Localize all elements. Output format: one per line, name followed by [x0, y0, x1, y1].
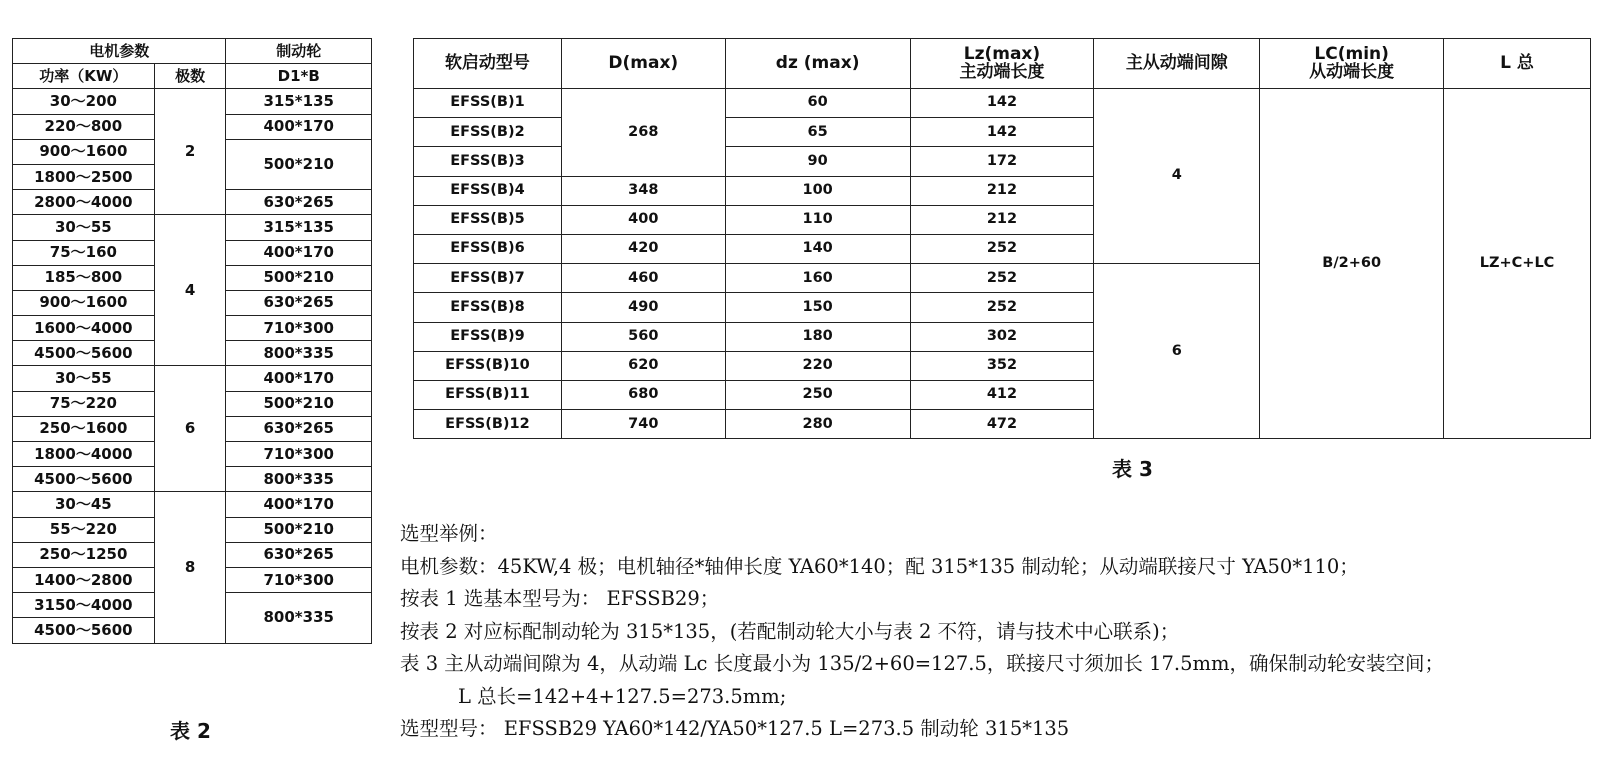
- model-cell: EFSS(B)7: [414, 264, 562, 293]
- power-cell: 75～220: [13, 391, 155, 416]
- lc-min-cell: B/2+60: [1260, 89, 1444, 439]
- power-cell: 1400～2800: [13, 567, 155, 592]
- table-subheader-row: [13, 64, 372, 89]
- soft-start-model-table: [413, 38, 1591, 439]
- example-motor-params: 电机参数：45KW,4 极；电机轴径*轴伸长度 YA60*140；配 315*135 制动轮；从动端联接尺寸 YA50*110；: [400, 554, 1359, 578]
- example-step-table2: 按表 2 对应标配制动轮为 315*135，(若配制动轮大小与表 2 不符，请与技术中心联系)；: [400, 619, 1180, 643]
- lc-min-header: [1260, 39, 1444, 89]
- power-cell: 1600～4000: [13, 316, 155, 341]
- d-max-cell: 460: [561, 264, 725, 293]
- l-total-cell: LZ+C+LC: [1444, 89, 1591, 439]
- wheel-cell: 500*210: [226, 265, 372, 290]
- model-cell: EFSS(B)1: [414, 89, 562, 118]
- wheel-cell: 710*300: [226, 316, 372, 341]
- power-header: 功率（KW）: [13, 64, 155, 89]
- power-cell: 30～55: [13, 215, 155, 240]
- d-max-cell: 740: [561, 410, 725, 439]
- lz-cell: 212: [910, 176, 1094, 205]
- power-cell: 185～800: [13, 265, 155, 290]
- d-max-cell: 560: [561, 322, 725, 351]
- dz-cell: 220: [725, 351, 910, 380]
- dz-cell: 65: [725, 118, 910, 147]
- poles-header: 极数: [154, 64, 226, 89]
- table-row: [414, 89, 1591, 118]
- wheel-cell: 500*210: [226, 517, 372, 542]
- table-header-row: [414, 39, 1591, 89]
- power-cell: 1800～2500: [13, 164, 155, 189]
- brake-wheel-header: 制动轮: [226, 39, 372, 64]
- model-cell: EFSS(B)11: [414, 380, 562, 409]
- table-row: [13, 215, 372, 240]
- l-total-header: L 总: [1444, 39, 1591, 89]
- lz-cell: 252: [910, 293, 1094, 322]
- dz-max-header: dz (max): [725, 39, 910, 89]
- wheel-cell: 710*300: [226, 567, 372, 592]
- example-heading: 选型举例：: [400, 522, 498, 545]
- lz-cell: 252: [910, 234, 1094, 263]
- model-cell: EFSS(B)8: [414, 293, 562, 322]
- lz-cell: 412: [910, 380, 1094, 409]
- lz-max-label: Lz(max): [963, 43, 1041, 64]
- wheel-cell: 710*300: [226, 442, 372, 467]
- dz-cell: 180: [725, 322, 910, 351]
- brake-wheel-table: [12, 38, 372, 644]
- poles-cell: 8: [154, 492, 226, 643]
- gap-header: 主从动端间隙: [1094, 39, 1260, 89]
- power-cell: 900～1600: [13, 290, 155, 315]
- lz-cell: 472: [910, 410, 1094, 439]
- wheel-cell: 400*170: [226, 366, 372, 391]
- wheel-cell: 630*265: [226, 416, 372, 441]
- model-cell: EFSS(B)10: [414, 351, 562, 380]
- power-cell: 2800～4000: [13, 190, 155, 215]
- poles-cell: 4: [154, 215, 226, 366]
- power-cell: 75～160: [13, 240, 155, 265]
- model-cell: EFSS(B)12: [414, 410, 562, 439]
- dz-cell: 280: [725, 410, 910, 439]
- model-cell: EFSS(B)2: [414, 118, 562, 147]
- power-cell: 55～220: [13, 517, 155, 542]
- selection-example: [400, 518, 1444, 746]
- d-max-cell: 420: [561, 234, 725, 263]
- motor-params-header: 电机参数: [13, 39, 226, 64]
- lc-min-label: LC(min): [1314, 43, 1389, 64]
- lz-cell: 252: [910, 264, 1094, 293]
- power-cell: 4500～5600: [13, 467, 155, 492]
- lz-cell: 172: [910, 147, 1094, 176]
- dz-cell: 150: [725, 293, 910, 322]
- power-cell: 30～55: [13, 366, 155, 391]
- wheel-cell: 800*335: [226, 467, 372, 492]
- d-max-cell: 490: [561, 293, 725, 322]
- example-step-table1: 按表 1 选基本型号为： EFSSB29；: [400, 587, 720, 610]
- dz-cell: 160: [725, 264, 910, 293]
- model-cell: EFSS(B)4: [414, 176, 562, 205]
- poles-cell: 2: [154, 89, 226, 215]
- dz-cell: 140: [725, 234, 910, 263]
- wheel-cell: 400*170: [226, 240, 372, 265]
- table-2-caption: 表 2: [170, 719, 211, 743]
- driven-end-length-label: 从动端长度: [1309, 61, 1395, 82]
- power-cell: 30～45: [13, 492, 155, 517]
- d-max-cell: 400: [561, 205, 725, 234]
- lz-cell: 302: [910, 322, 1094, 351]
- wheel-cell: 315*135: [226, 215, 372, 240]
- model-cell: EFSS(B)5: [414, 205, 562, 234]
- wheel-cell: 500*210: [226, 139, 372, 189]
- dz-cell: 60: [725, 89, 910, 118]
- model-cell: EFSS(B)9: [414, 322, 562, 351]
- power-cell: 250～1600: [13, 416, 155, 441]
- wheel-cell: 630*265: [226, 290, 372, 315]
- power-cell: 900～1600: [13, 139, 155, 164]
- dz-cell: 100: [725, 176, 910, 205]
- power-cell: 4500～5600: [13, 341, 155, 366]
- drive-end-length-label: 主动端长度: [959, 61, 1045, 82]
- d-max-cell: 620: [561, 351, 725, 380]
- example-step-table3: 表 3 主从动端间隙为 4，从动端 Lc 长度最小为 135/2+60=127.5，联接尺寸须加长 17.5mm，确保制动轮安装空间；: [400, 652, 1444, 675]
- model-header: 软启动型号: [414, 39, 562, 89]
- model-cell: EFSS(B)6: [414, 234, 562, 263]
- power-cell: 250～1250: [13, 542, 155, 567]
- gap-cell: 4: [1094, 89, 1260, 264]
- d-max-cell: 268: [561, 89, 725, 177]
- power-cell: 30～200: [13, 89, 155, 114]
- d-max-header: D(max): [561, 39, 725, 89]
- d-max-cell: 348: [561, 176, 725, 205]
- lz-max-header: [910, 39, 1094, 89]
- table-row: [13, 492, 372, 517]
- wheel-cell: 315*135: [226, 89, 372, 114]
- wheel-cell: 630*265: [226, 190, 372, 215]
- dz-cell: 90: [725, 147, 910, 176]
- gap-cell: 6: [1094, 264, 1260, 439]
- example-total-length: L 总长=142+4+127.5=273.5mm;: [458, 684, 787, 708]
- table-row: [13, 89, 372, 114]
- power-cell: 1800～4000: [13, 442, 155, 467]
- example-result: 选型型号： EFSSB29 YA60*142/YA50*127.5 L=273.5 制动轮 315*135: [400, 717, 1070, 740]
- wheel-cell: 400*170: [226, 492, 372, 517]
- d-max-cell: 680: [561, 380, 725, 409]
- power-cell: 4500～5600: [13, 618, 155, 643]
- table-row: [13, 366, 372, 391]
- lz-cell: 142: [910, 89, 1094, 118]
- wheel-cell: 800*335: [226, 593, 372, 643]
- model-cell: EFSS(B)3: [414, 147, 562, 176]
- power-cell: 220～800: [13, 114, 155, 139]
- lz-cell: 212: [910, 205, 1094, 234]
- power-cell: 3150～4000: [13, 593, 155, 618]
- table-header-row: [13, 39, 372, 64]
- lz-cell: 352: [910, 351, 1094, 380]
- wheel-cell: 400*170: [226, 114, 372, 139]
- dz-cell: 250: [725, 380, 910, 409]
- wheel-cell: 500*210: [226, 391, 372, 416]
- d1b-header: D1*B: [226, 64, 372, 89]
- dz-cell: 110: [725, 205, 910, 234]
- wheel-cell: 800*335: [226, 341, 372, 366]
- lz-cell: 142: [910, 118, 1094, 147]
- table-3-caption: 表 3: [1112, 457, 1153, 481]
- poles-cell: 6: [154, 366, 226, 492]
- wheel-cell: 630*265: [226, 542, 372, 567]
